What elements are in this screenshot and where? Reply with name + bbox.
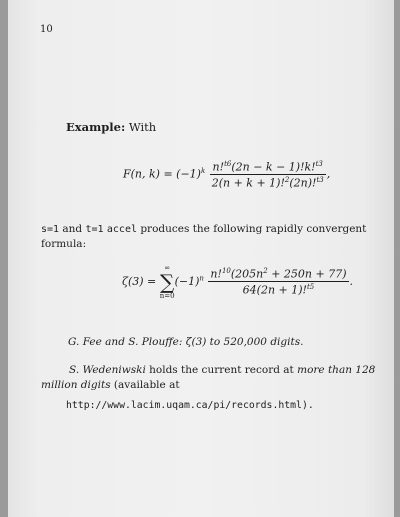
eq1-den-b: (2n)! (289, 176, 317, 190)
records-url-line (66, 400, 314, 411)
summation (160, 264, 175, 300)
eq2-trail: . (349, 275, 353, 288)
record-size: more than 128 million digits (41, 364, 376, 391)
code-accel: accel (106, 224, 137, 235)
eq2-lhs: ζ(3) = (122, 275, 157, 288)
eq1-num-b-exp: t3 (315, 160, 323, 168)
eq1-num-a: n! (212, 160, 225, 174)
example-heading (66, 120, 156, 134)
sigma-symbol: ∑ (160, 270, 175, 294)
eq2-num-a-exp: 10 (221, 267, 231, 276)
eq2-num-b-exp: 2 (263, 267, 268, 276)
eq1-fraction (210, 160, 326, 189)
eq2-num-a: n! (210, 268, 222, 281)
sum-upper: ∞ (164, 264, 171, 272)
code-s1: s=1 (41, 224, 60, 235)
para1-and: and (59, 223, 86, 235)
eq1-lhs: F(n, k) = (−1) (123, 167, 201, 181)
eq2-base: (−1) (174, 275, 200, 288)
eq2-den-a-exp: t5 (306, 283, 315, 291)
eq1-num-b: (2n − k − 1)!k! (231, 160, 316, 174)
eq1-den-a: 2(n + k + 1)! (211, 176, 285, 190)
eq1-lhs-exp: k (200, 167, 206, 175)
eq2-numerator (208, 267, 348, 281)
paragraph-accel (41, 222, 375, 252)
eq2-denominator (208, 281, 348, 297)
eq2-num-c: + 250n + 77) (267, 268, 347, 281)
para1-rest: produces the following rapidly convergent formula: (41, 223, 367, 250)
code-t1: t=1 (85, 224, 104, 235)
eq1-den-a-exp: 2 (284, 175, 290, 184)
para2-text2: (available at (110, 379, 180, 391)
eq1-den-b-exp: t3 (316, 175, 324, 184)
eq2-den-a: 64(2n + 1)! (242, 283, 307, 297)
records-url[interactable]: http://www.lacim.uqam.ca/pi/records.html (66, 400, 302, 411)
fee-plouffe-line: G. Fee and S. Plouffe: ζ(3) to 520,000 digits. (68, 336, 304, 348)
sum-lower: n=0 (159, 292, 175, 300)
equation-zeta (122, 264, 353, 300)
url-trail: ). (301, 400, 314, 411)
paragraph-record (41, 363, 381, 393)
eq2-num-b: (205n (230, 268, 264, 281)
eq1-trail: , (326, 167, 331, 181)
document-page (8, 0, 394, 517)
eq1-num-a-exp: t6 (224, 160, 232, 168)
eq2-base-exp: n (199, 274, 204, 283)
example-text: With (128, 120, 157, 134)
eq2-fraction (208, 267, 348, 296)
equation-F (123, 160, 331, 190)
eq1-numerator (210, 160, 326, 174)
example-label: Example: (66, 120, 126, 134)
page-number: 10 (40, 24, 53, 35)
record-holder: S. Wedeniwski (69, 364, 146, 376)
para2-text1: holds the current record at (145, 364, 298, 376)
eq1-denominator (210, 174, 326, 190)
